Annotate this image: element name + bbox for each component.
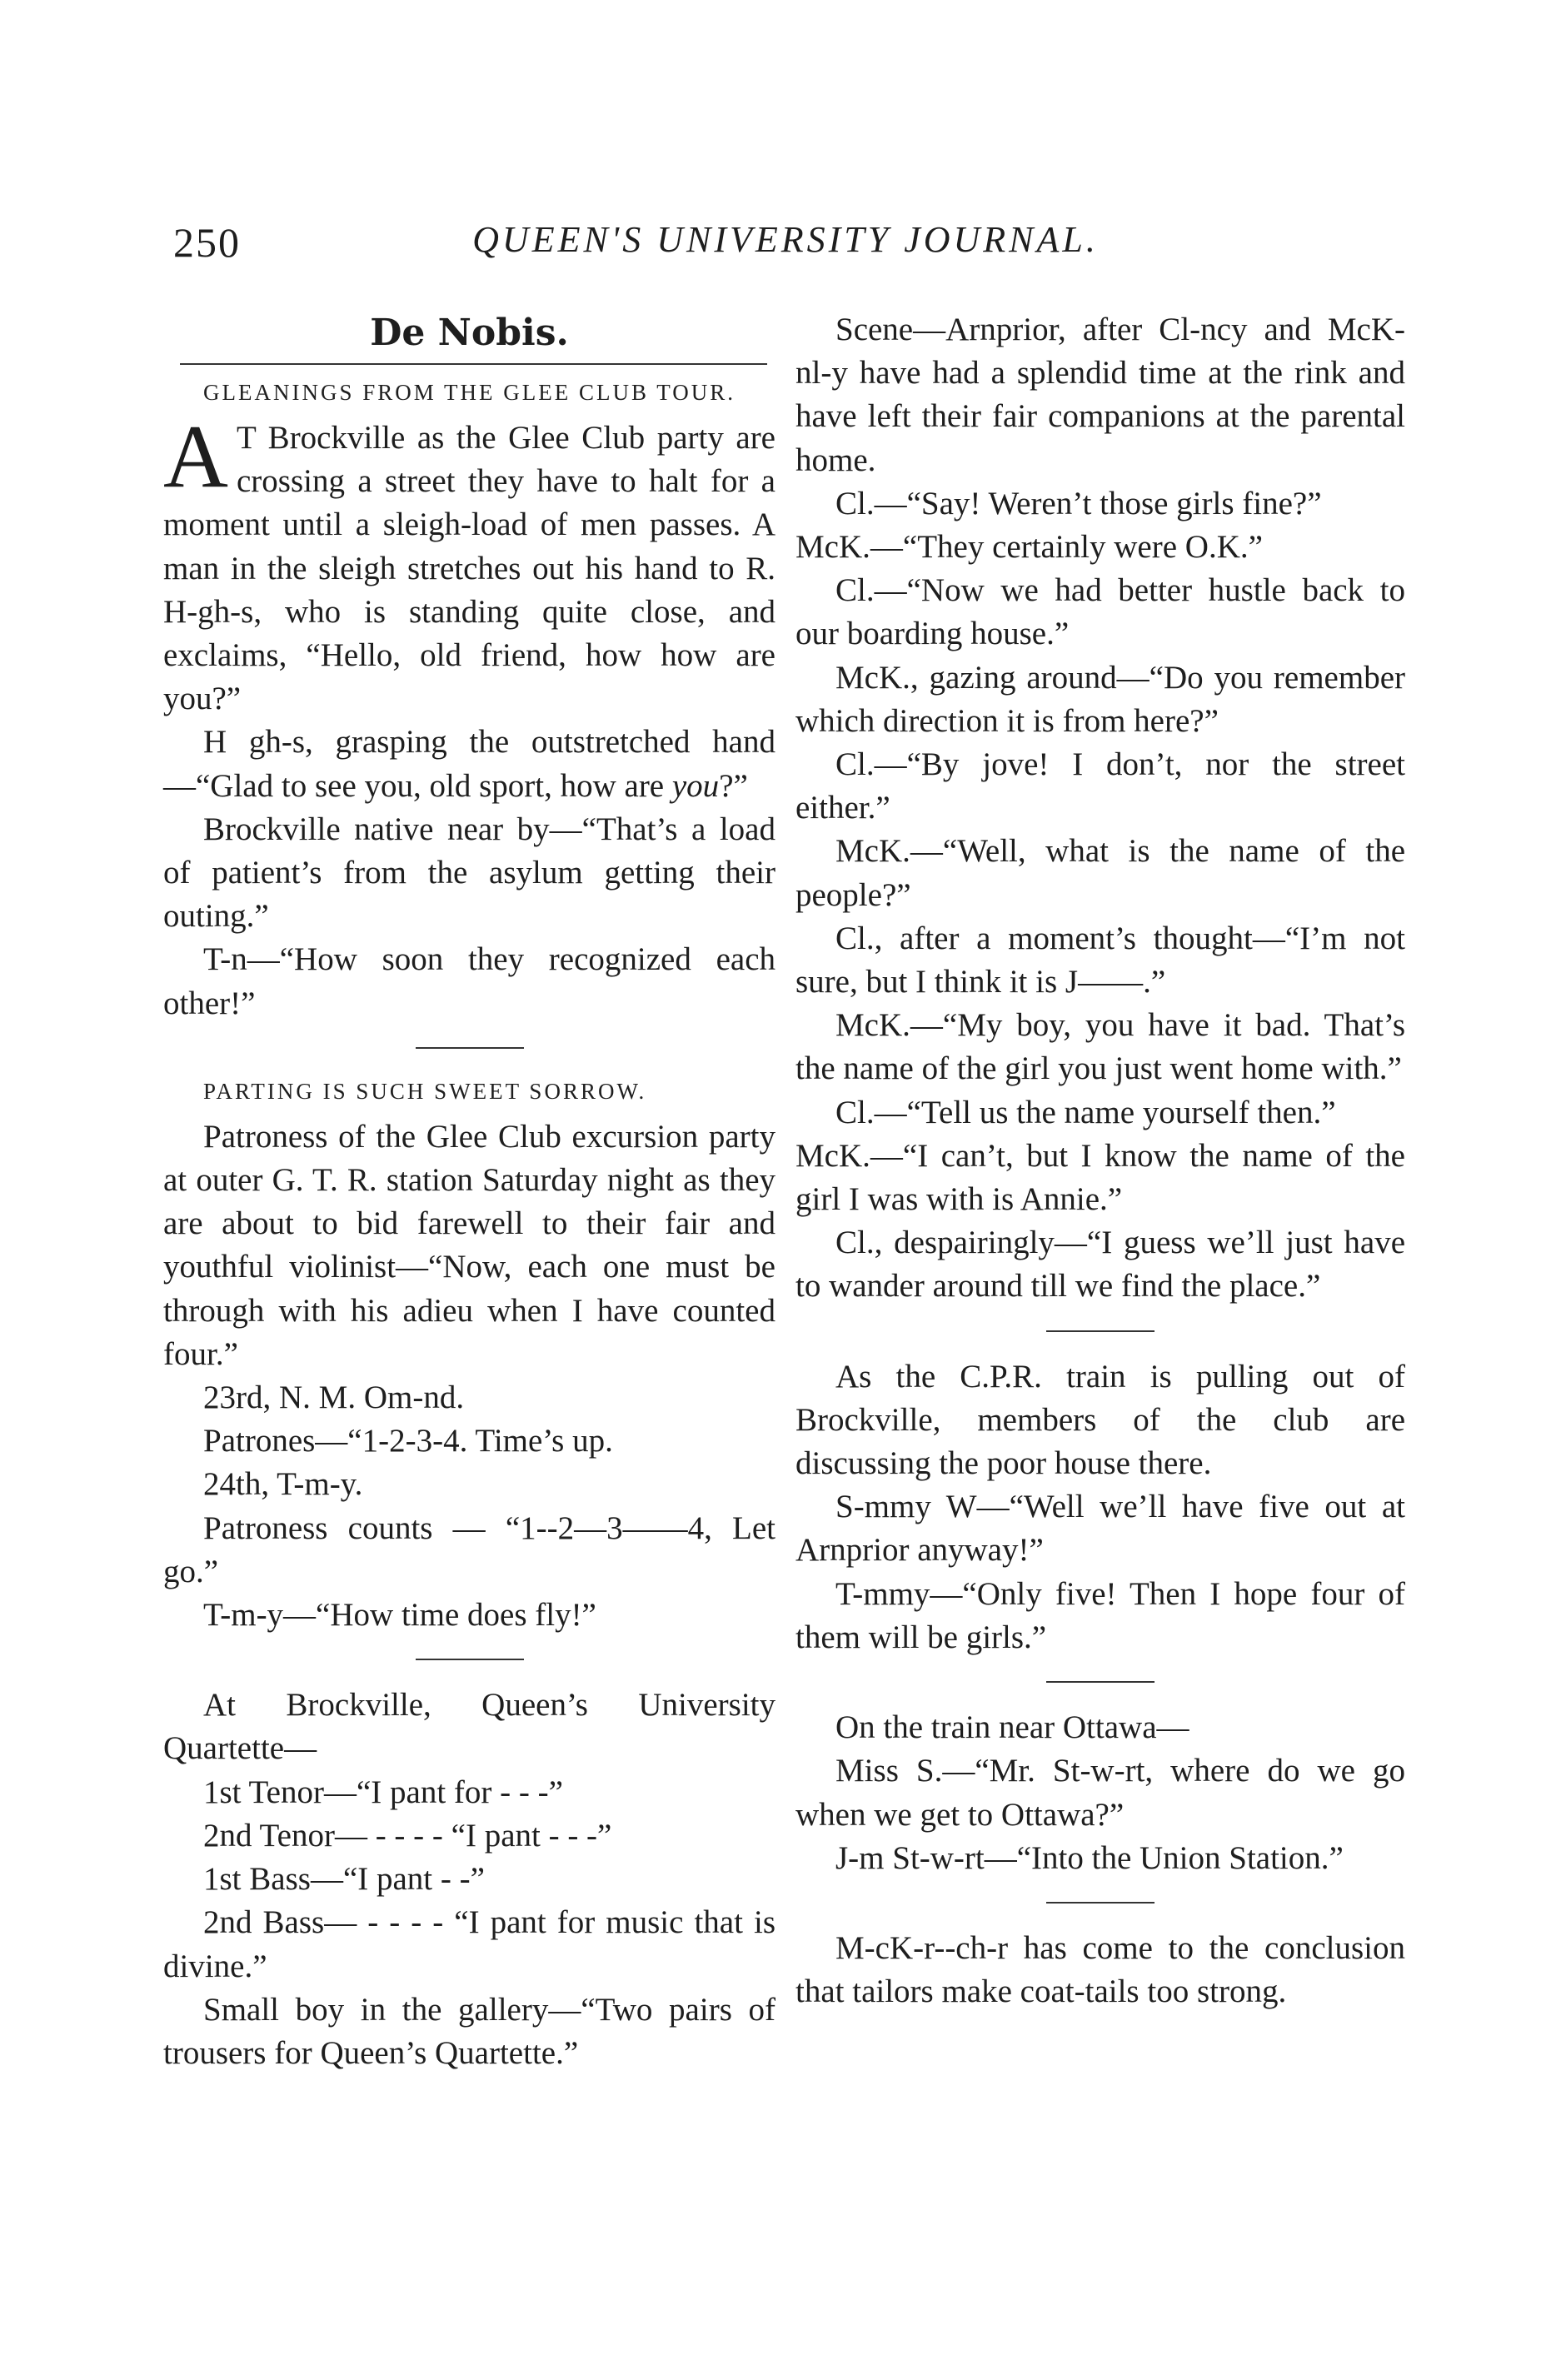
department-title: De Nobis. bbox=[370, 312, 569, 354]
paragraph: J-m St-w-rt—“Into the Union Station.” bbox=[835, 1839, 1344, 1876]
drop-cap: A bbox=[163, 407, 228, 506]
separator-rule bbox=[1046, 1681, 1155, 1683]
paragraph: Patroness counts — “1--2—3——4, Let go.” bbox=[163, 1509, 776, 1589]
paragraph: At Brockville, Queen’s University Quartette— bbox=[163, 1687, 776, 1767]
paragraph-text: ?” bbox=[719, 767, 748, 804]
paragraph-text: T Brockville as the Glee Club party are crossing a street they have to halt for a moment until a sleigh-load of men passes. A man in the sleigh stretches out his hand to R. H-gh-s, who is standing quite close, and exclaims, “Hello, old friend, how how are you?” bbox=[163, 420, 776, 717]
paragraph: Miss S.—“Mr. St-w-rt, where do we go when we get to Ottawa?” bbox=[795, 1753, 1405, 1833]
paragraph: McK.—“I can’t, but I know the name of the girl I was with is Annie.” bbox=[795, 1137, 1405, 1218]
paragraph: As the C.P.R. train is pulling out of Brockville, members of the club are discussing the poor house there. bbox=[795, 1358, 1405, 1482]
paragraph: Cl., after a moment’s thought—“I’m not sure, but I think it is J——.” bbox=[795, 920, 1405, 1000]
journal-title: QUEEN'S UNIVERSITY JOURNAL. bbox=[472, 219, 1099, 260]
paragraph: Cl.—“Say! Weren’t those girls fine?” bbox=[835, 485, 1322, 521]
paragraph: McK., gazing around—“Do you remember which direction it is from here?” bbox=[795, 659, 1405, 739]
paragraph: T-m-y—“How time does fly!” bbox=[203, 1597, 596, 1634]
paragraph: Cl.—“Tell us the name yourself then.” bbox=[835, 1094, 1336, 1130]
separator-rule bbox=[1046, 1330, 1155, 1332]
paragraph: 2nd Bass— - - - - “I pant for music that is divine.” bbox=[163, 1904, 776, 1984]
italic-word: you bbox=[671, 767, 720, 804]
separator-rule bbox=[416, 1047, 524, 1049]
paragraph: 24th, T-m-y. bbox=[203, 1466, 363, 1503]
paragraph: Scene—Arnprior, after Cl-ncy and McK-nl-y have had a splendid time at the rink and have left their fair companions at the parental home. bbox=[795, 312, 1405, 478]
department-rule bbox=[180, 363, 767, 365]
paragraph: McK.—“Well, what is the name of the people?” bbox=[795, 833, 1405, 913]
paragraph: Patrones—“1-2-3-4. Time’s up. bbox=[203, 1423, 613, 1459]
paragraph bbox=[163, 407, 776, 721]
paragraph: Cl., despairingly—“I guess we’ll just have to wander around till we find the place.” bbox=[795, 1225, 1405, 1305]
left-column bbox=[163, 308, 776, 2075]
paragraph-text: H gh-s, grasping the outstretched hand—“Glad to see you, old sport, how are bbox=[163, 724, 776, 804]
paragraph: 1st Tenor—“I pant for - - -” bbox=[203, 1774, 563, 1810]
paragraph: S-mmy W—“Well we’ll have five out at Arnprior anyway!” bbox=[795, 1489, 1405, 1569]
page-number: 250 bbox=[173, 219, 241, 266]
separator-rule bbox=[1046, 1902, 1155, 1904]
paragraph: Small boy in the gallery—“Two pairs of trousers for Queen’s Quartette.” bbox=[163, 1991, 776, 2071]
paragraph: On the train near Ottawa— bbox=[835, 1709, 1189, 1746]
paragraph: 23rd, N. M. Om-nd. bbox=[203, 1380, 465, 1416]
paragraph: McK.—“My boy, you have it bad. That’s the name of the girl you just went home with.” bbox=[795, 1007, 1405, 1087]
paragraph: M-cK-r--ch-r has come to the conclusion that tailors make coat-tails too strong. bbox=[795, 1929, 1405, 2010]
right-column bbox=[795, 308, 1405, 2013]
paragraph: Brockville native near by—“That’s a load of patient’s from the asylum getting their outing.” bbox=[163, 811, 776, 935]
paragraph: McK.—“They certainly were O.K.” bbox=[795, 529, 1263, 566]
paragraph: 2nd Tenor— - - - - “I pant - - -” bbox=[203, 1817, 612, 1854]
paragraph: T-mmy—“Only five! Then I hope four of them will be girls.” bbox=[795, 1575, 1405, 1655]
section-heading-glee-club: GLEANINGS FROM THE GLEE CLUB TOUR. bbox=[202, 380, 736, 405]
paragraph: 1st Bass—“I pant - -” bbox=[203, 1861, 485, 1898]
paragraph: Patroness of the Glee Club excursion party at outer G. T. R. station Saturday night as they are about to bid farewell to their fair and youthful violinist—“Now, each one must be through with his adieu when I have counted four.” bbox=[163, 1118, 776, 1372]
paragraph bbox=[163, 721, 776, 807]
section-heading-parting: PARTING IS SUCH SWEET SORROW. bbox=[203, 1078, 647, 1104]
running-header bbox=[173, 218, 1398, 268]
paragraph: Cl.—“Now we had better hustle back to our boarding house.” bbox=[795, 572, 1405, 652]
paragraph: T-n—“How soon they recognized each other!” bbox=[163, 941, 776, 1021]
separator-rule bbox=[416, 1659, 524, 1660]
paragraph: Cl.—“By jove! I don’t, nor the street either.” bbox=[795, 746, 1405, 826]
